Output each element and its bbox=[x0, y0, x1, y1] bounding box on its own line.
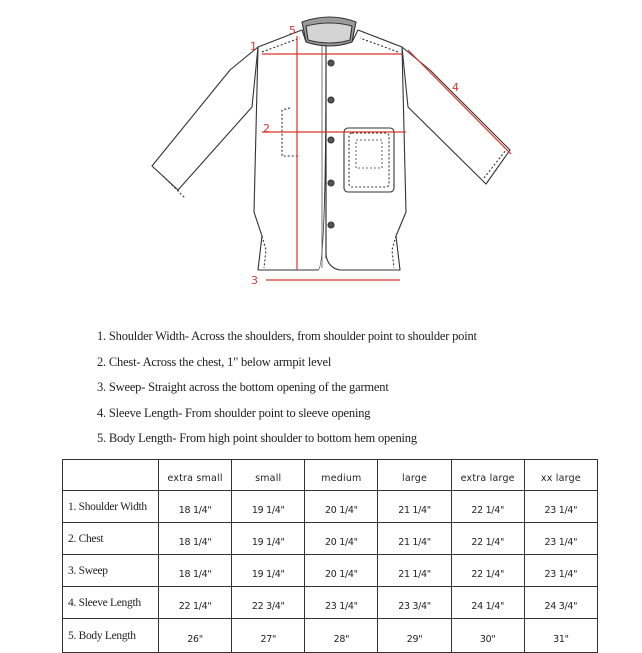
table-cell: 23 3/4" bbox=[378, 587, 451, 619]
measurement-notes bbox=[97, 324, 477, 452]
table-row bbox=[63, 491, 598, 523]
table-cell: 19 1/4" bbox=[232, 491, 305, 523]
size-chart-table bbox=[62, 459, 598, 653]
note-body-length: 5. Body Length- From high point shoulder to bottom hem opening bbox=[97, 431, 417, 445]
header-size: xx large bbox=[524, 460, 597, 491]
table-cell: 22 1/4" bbox=[451, 523, 524, 555]
table-cell: 20 1/4" bbox=[305, 555, 378, 587]
table-cell: 24 1/4" bbox=[451, 587, 524, 619]
header-size: small bbox=[232, 460, 305, 491]
table-row bbox=[63, 555, 598, 587]
table-cell: 21 1/4" bbox=[378, 491, 451, 523]
table-cell: 21 1/4" bbox=[378, 555, 451, 587]
table-cell: 19 1/4" bbox=[232, 555, 305, 587]
table-cell: 22 1/4" bbox=[451, 491, 524, 523]
table-cell: 18 1/4" bbox=[159, 555, 232, 587]
table-cell: 27" bbox=[232, 619, 305, 653]
table-cell: 23 1/4" bbox=[305, 587, 378, 619]
button bbox=[328, 97, 334, 103]
table-cell: 24 3/4" bbox=[524, 587, 597, 619]
jacket-outline bbox=[152, 17, 510, 270]
note-shoulder-width: 1. Shoulder Width- Across the shoulders, from shoulder point to shoulder point bbox=[97, 329, 477, 343]
table-row bbox=[63, 619, 598, 653]
header-size: extra small bbox=[159, 460, 232, 491]
table-cell: 23 1/4" bbox=[524, 555, 597, 587]
table-row bbox=[63, 523, 598, 555]
table-cell: 30" bbox=[451, 619, 524, 653]
row-label: 1. Shoulder Width bbox=[63, 491, 159, 523]
table-cell: 20 1/4" bbox=[305, 491, 378, 523]
table-cell: 28" bbox=[305, 619, 378, 653]
note-chest: 2. Chest- Across the chest, 1" below armpit level bbox=[97, 354, 332, 369]
garment-measurement-diagram bbox=[0, 0, 642, 300]
table-row bbox=[63, 587, 598, 619]
table-cell: 22 1/4" bbox=[451, 555, 524, 587]
table-cell: 18 1/4" bbox=[159, 523, 232, 555]
label-shoulder-width: 1 bbox=[250, 40, 257, 53]
button bbox=[328, 180, 334, 186]
table-cell: 22 3/4" bbox=[232, 587, 305, 619]
button bbox=[328, 137, 334, 143]
label-body-length: 5 bbox=[289, 24, 296, 37]
table-header-row bbox=[63, 460, 598, 491]
table-cell: 23 1/4" bbox=[524, 491, 597, 523]
table-cell: 23 1/4" bbox=[524, 523, 597, 555]
row-label: 2. Chest bbox=[63, 523, 159, 555]
table-cell: 21 1/4" bbox=[378, 523, 451, 555]
table-cell: 22 1/4" bbox=[159, 587, 232, 619]
row-label: 5. Body Length bbox=[63, 619, 159, 653]
header-empty-cell bbox=[63, 460, 159, 491]
label-chest: 2 bbox=[263, 122, 270, 135]
label-sleeve-length: 4 bbox=[452, 81, 459, 94]
table-cell: 26" bbox=[159, 619, 232, 653]
label-sweep: 3 bbox=[251, 274, 258, 287]
header-size: large bbox=[378, 460, 451, 491]
table-cell: 19 1/4" bbox=[232, 523, 305, 555]
button bbox=[328, 60, 334, 66]
row-label: 4. Sleeve Length bbox=[63, 587, 159, 619]
table-cell: 29" bbox=[378, 619, 451, 653]
row-label: 3. Sweep bbox=[63, 555, 159, 587]
header-size: medium bbox=[305, 460, 378, 491]
table-cell: 18 1/4" bbox=[159, 491, 232, 523]
header-size: extra large bbox=[451, 460, 524, 491]
note-sleeve-length: 4. Sleeve Length- From shoulder point to sleeve opening bbox=[97, 405, 371, 420]
button bbox=[328, 222, 334, 228]
note-sweep: 3. Sweep- Straight across the bottom opening of the garment bbox=[97, 380, 389, 394]
table-cell: 31" bbox=[524, 619, 597, 653]
table-cell: 20 1/4" bbox=[305, 523, 378, 555]
